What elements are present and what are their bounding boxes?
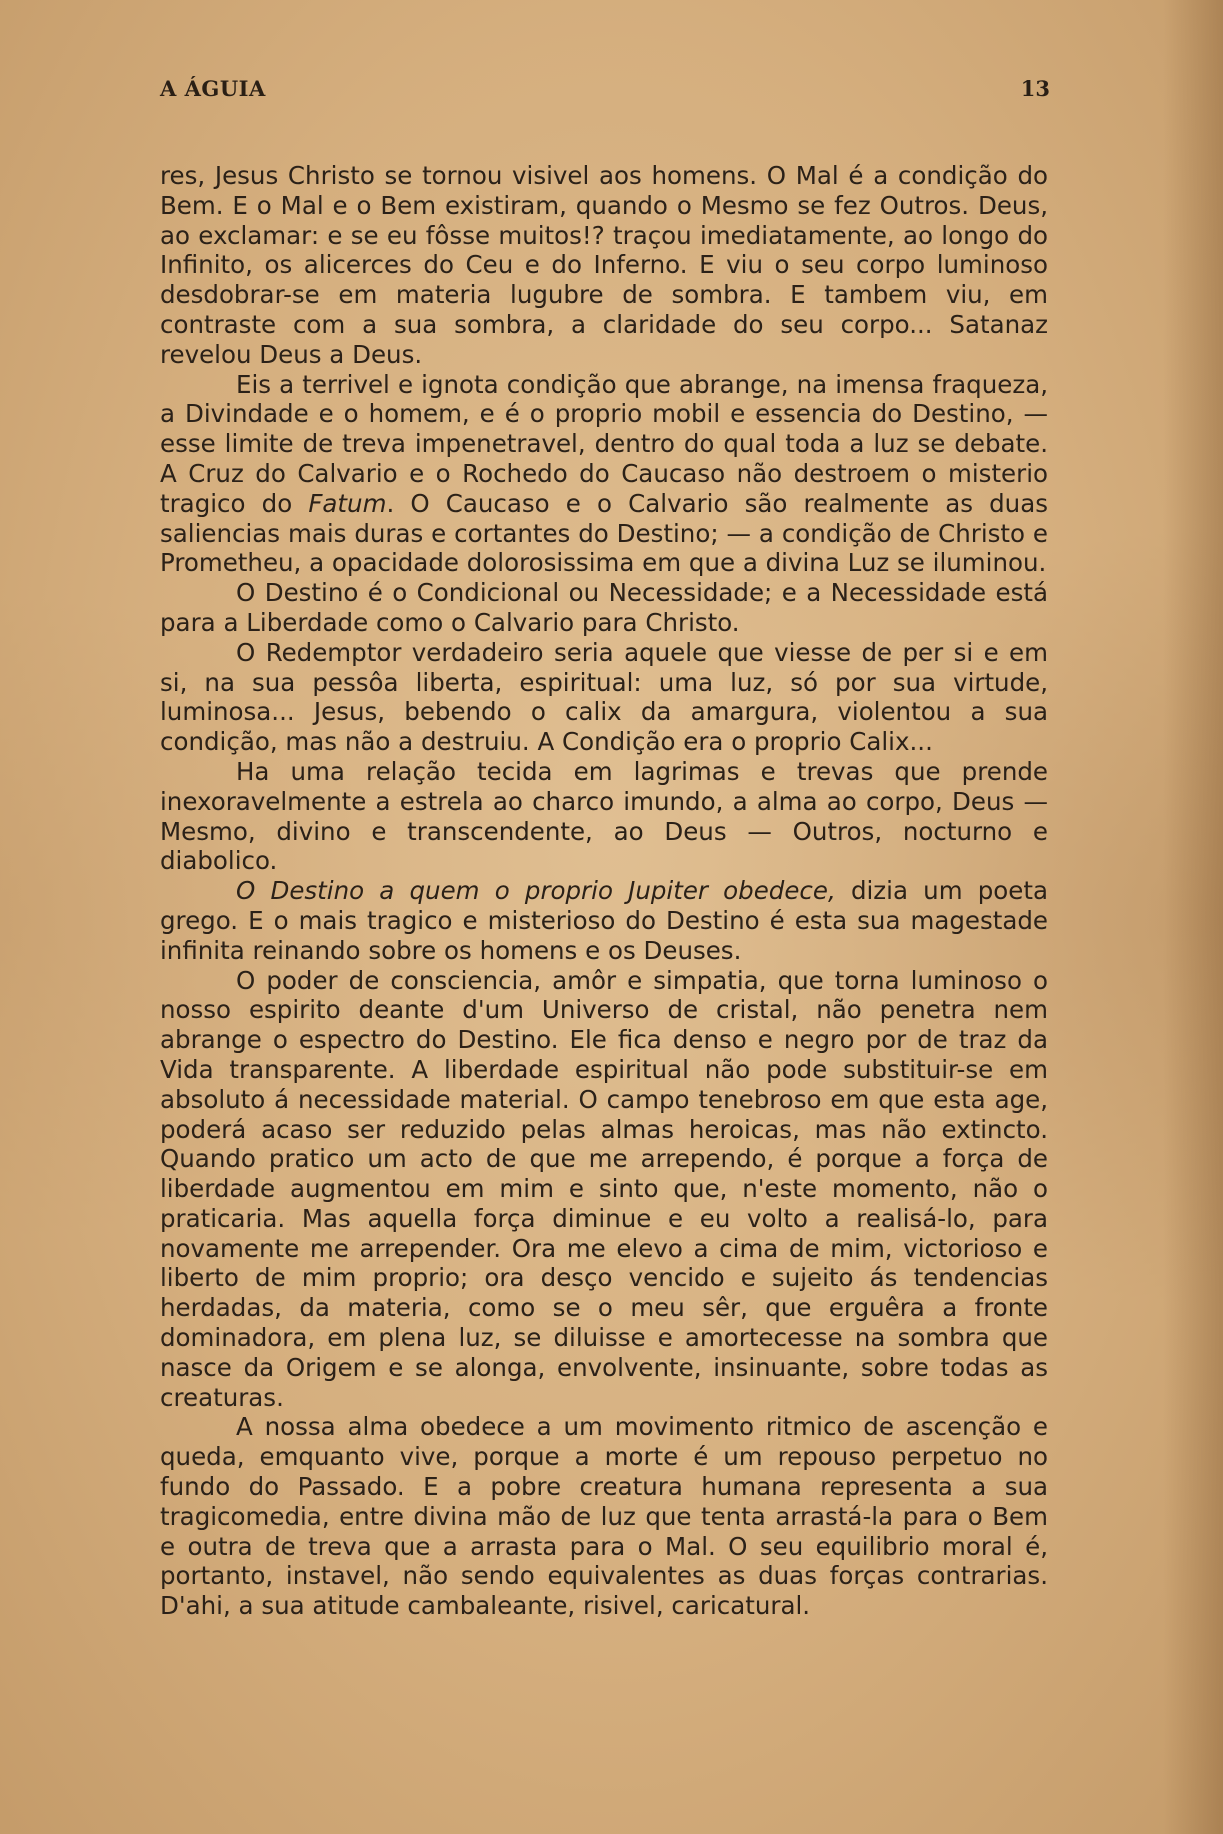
running-title: A ÁGUIA bbox=[160, 76, 266, 101]
page-edge-shadow bbox=[1163, 0, 1223, 1834]
paragraph bbox=[160, 876, 1048, 965]
paragraph-text: O poder de consciencia, amôr e simpatia, que torna luminoso o nosso espirito deante d'um Universo de cristal, não penetra nem abrange o espectro do Destino. Ele fica denso e negro por de traz da Vida transparente. A liberdade espiritual não pode substituir-se em absoluto á necessidade material. O campo tenebroso em que esta age, poderá acaso ser reduzido pelas almas heroicas, mas não extincto. Quando pratico um acto de que me arrependo, é porque a força de liberdade augmentou em mim e sinto que, n'este momento, não o praticaria. Mas aquella força diminue e eu volto a realisá-lo, para novamente me arrepender. Ora me elevo a cima de mim, victorioso e liberto de mim proprio; ora desço vencido e sujeito ás tendencias herdadas, da materia, como se o meu sêr, que erguêra a fronte dominadora, em plena luz, se diluisse e amortecesse na sombra que nasce da Origem e se alonga, envolvente, insinuante, sobre todas as creaturas. bbox=[160, 965, 1048, 1412]
body-text bbox=[160, 161, 1048, 1621]
running-head bbox=[160, 76, 1050, 106]
paragraph bbox=[160, 757, 1048, 876]
paragraph-text: dizia um poeta grego. E o mais tragico e misterioso do Destino é esta sua magestade infinita reinando sobre os homens e os Deuses. bbox=[160, 876, 1048, 965]
paragraph-text: Ha uma relação tecida em lagrimas e trevas que prende inexoravelmente a estrela ao charco imundo, a alma ao corpo, Deus — Mesmo, divino e transcendente, ao Deus — Outros, nocturno e diabolico. bbox=[160, 756, 1048, 876]
page-number: 13 bbox=[1020, 76, 1050, 101]
paragraph bbox=[160, 638, 1048, 757]
paragraph-text: . O Caucaso e o Calvario são realmente as duas saliencias mais duras e cortantes do Destino; — a condição de Christo e Prometheu, a opacidade dolorosissima em que a divina Luz se iluminou. bbox=[160, 488, 1048, 578]
paragraph bbox=[160, 578, 1048, 638]
paragraph bbox=[160, 966, 1048, 1413]
italic-text: Fatum bbox=[308, 488, 387, 518]
paragraph-text: O Redemptor verdadeiro seria aquele que viesse de per si e em si, na sua pessôa liberta, espiritual: uma luz, só por sua virtude, luminosa... Jesus, bebendo o calix da amargura, violentou a sua condição, mas não a destruiu. A Condição era o proprio Calix... bbox=[160, 637, 1048, 757]
italic-text: O Destino a quem o proprio Jupiter obedece, bbox=[236, 876, 836, 906]
paragraph bbox=[160, 1412, 1048, 1621]
paragraph bbox=[160, 370, 1048, 579]
paragraph bbox=[160, 161, 1048, 370]
paragraph-text: Eis a terrivel e ignota condição que abrange, na imensa fraqueza, a Divindade e o homem, e é o proprio mobil e essencia do Destino, — esse limite de treva impenetravel, dentro do qual toda a luz se debate. A Cruz do Calvario e o Rochedo do Caucaso não destroem o misterio tragico do bbox=[160, 369, 1048, 518]
paragraph-text: O Destino é o Condicional ou Necessidade; e a Necessidade está para a Liberdade como o Calvario para Christo. bbox=[160, 578, 1048, 637]
paragraph-text: A nossa alma obedece a um movimento ritmico de ascenção e queda, emquanto vive, porque a morte é um repouso perpetuo no fundo do Passado. E a pobre creatura humana representa a sua tragicomedia, entre divina mão de luz que tenta arrastá-la para o Bem e outra de treva que a arrasta para o Mal. O seu equilibrio moral é, portanto, instavel, não sendo equivalentes as duas forças contrarias. D'ahi, a sua atitude cambaleante, risivel, caricatural. bbox=[160, 1412, 1048, 1621]
paragraph-text: res, Jesus Christo se tornou visivel aos homens. O Mal é a condição do Bem. E o Mal e o Bem existiram, quando o Mesmo se fez Outros. Deus, ao exclamar: e se eu fôsse muitos!? traçou imediatamente, ao longo do Infinito, os alicerces do Ceu e do Inferno. E viu o seu corpo luminoso desdobrar-se em materia lugubre de sombra. E tambem viu, em contraste com a sua sombra, a claridade do seu corpo... Satanaz revelou Deus a Deus. bbox=[160, 161, 1048, 369]
